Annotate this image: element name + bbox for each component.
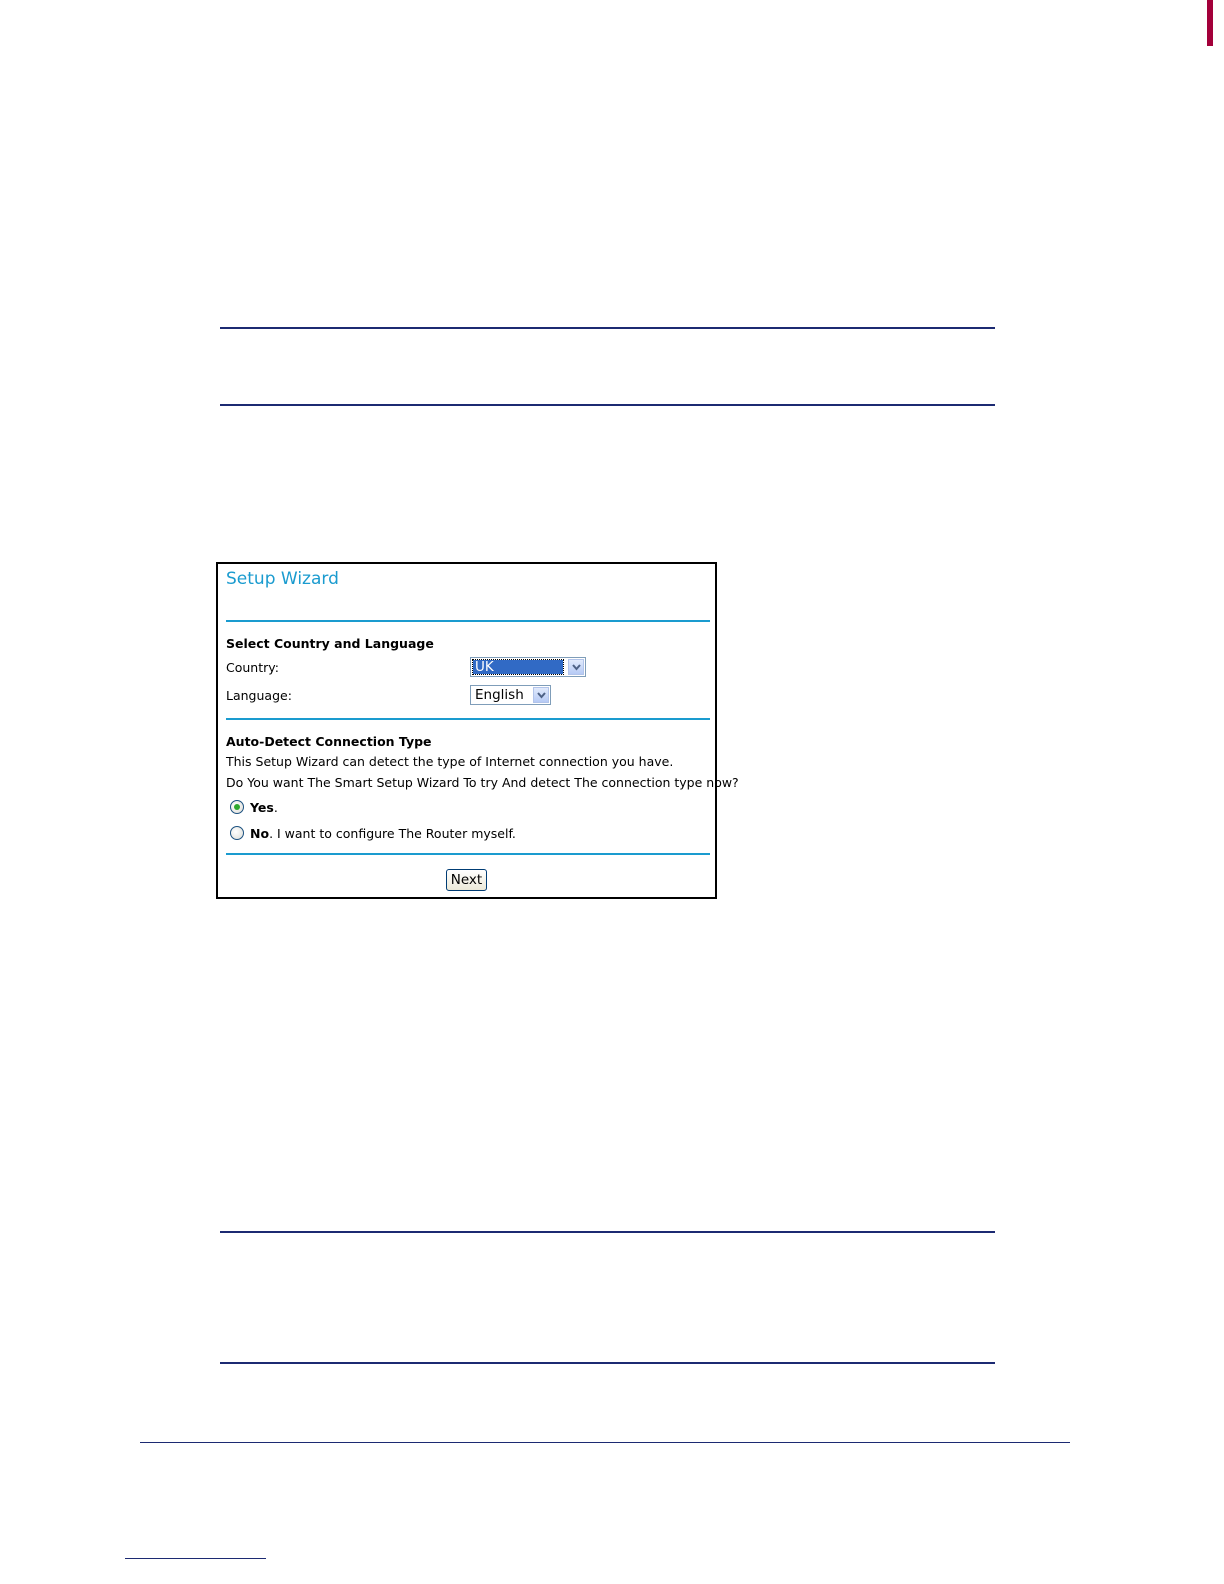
language-select-value: English [475, 687, 524, 703]
radio-selected-dot [234, 804, 240, 810]
country-label: Country: [226, 660, 279, 675]
page-edge-bar [1207, 0, 1213, 46]
divider-bottom-1 [220, 1231, 995, 1233]
chevron-down-icon[interactable] [533, 687, 549, 703]
description-line-1: This Setup Wizard can detect the type of Internet connection you have. [226, 754, 674, 769]
wizard-separator-2 [226, 718, 710, 720]
radio-no-label[interactable] [250, 826, 516, 841]
radio-yes-rest: . [273, 800, 278, 815]
language-label: Language: [226, 688, 292, 703]
country-select-value: UK [473, 660, 563, 674]
setup-wizard-panel [216, 562, 739, 899]
chevron-down-icon[interactable] [568, 659, 584, 675]
footer-link-underline [125, 1558, 266, 1559]
section-auto-detect-heading: Auto-Detect Connection Type [226, 734, 432, 749]
radio-no-bold: No [250, 826, 270, 841]
wizard-separator-3 [226, 853, 710, 855]
radio-no-rest: . I want to configure The Router myself. [269, 826, 516, 841]
divider-bottom-2 [220, 1362, 995, 1364]
description-line-2: Do You want The Smart Setup Wizard To try And detect The connection type now? [226, 775, 739, 790]
language-select[interactable] [470, 685, 551, 705]
country-select[interactable] [470, 657, 586, 677]
wizard-title: Setup Wizard [226, 569, 339, 589]
divider-top-1 [220, 327, 995, 329]
wizard-separator-1 [226, 620, 710, 622]
radio-yes-label[interactable] [250, 800, 278, 815]
radio-yes[interactable] [230, 800, 244, 814]
radio-no[interactable] [230, 826, 244, 840]
footer-rule [140, 1442, 1070, 1443]
section-country-language-heading: Select Country and Language [226, 636, 434, 651]
next-button[interactable]: Next [446, 869, 487, 891]
radio-yes-bold: Yes [250, 800, 274, 815]
divider-top-2 [220, 404, 995, 406]
